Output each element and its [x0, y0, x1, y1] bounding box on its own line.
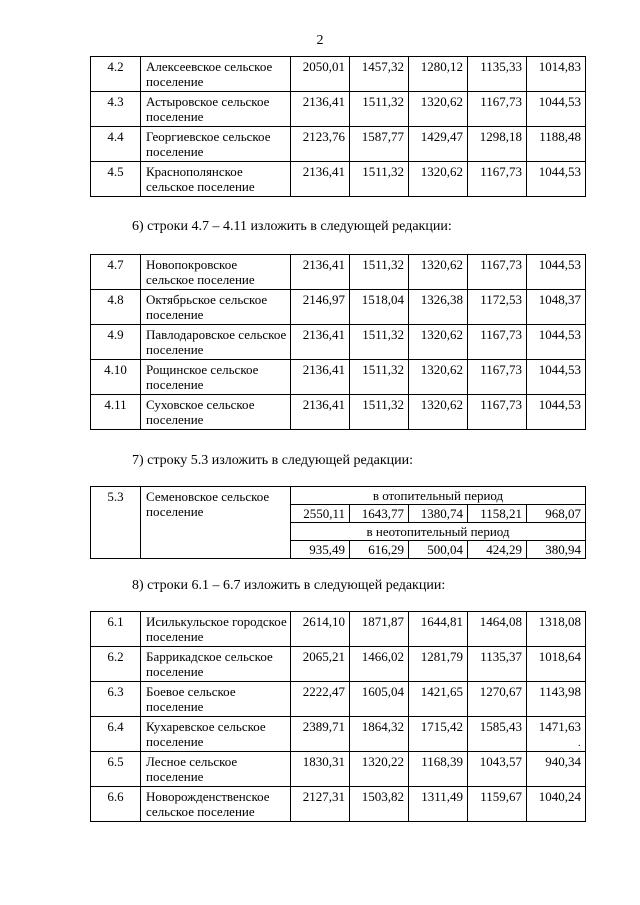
- table-row: 935,49 616,29 500,04 424,29 380,94: [91, 541, 586, 559]
- table-rows-4-2-to-4-5: [90, 56, 586, 197]
- heating-period-header: в отопительный период: [291, 487, 586, 505]
- page-number: 2: [316, 33, 324, 48]
- table-rows-4-7-to-4-11: [90, 254, 586, 430]
- table-rows-6-1-to-6-7: [90, 611, 586, 822]
- margin-mark: .: [578, 738, 581, 749]
- table-row: 6.4 Кухаревское сельское поселение 2389,71 1864,32 1715,42 1585,43 1471,63: [91, 717, 586, 752]
- table-row: 6.3 Боевое сельское поселение 2222,47 1605,04 1421,65 1270,67 1143,98: [91, 682, 586, 717]
- table-row: 6.6 Новорожденственское сельское поселение 2127,31 1503,82 1311,49 1159,67 1040,24: [91, 787, 586, 822]
- table-row: 4.11 Суховское сельское поселение 2136,41 1511,32 1320,62 1167,73 1044,53: [91, 395, 586, 430]
- table-row: 4.4 Георгиевское сельское поселение 2123,76 1587,77 1429,47 1298,18 1188,48: [91, 127, 586, 162]
- instruction-6: 6) строки 4.7 – 4.11 изложить в следующей редакции:: [132, 219, 452, 234]
- table-row: 2550,11 1643,77 1380,74 1158,21 968,07: [91, 505, 586, 523]
- table-row: 4.2 Алексеевское сельское поселение 2050,01 1457,32 1280,12 1135,33 1014,83: [91, 57, 586, 92]
- instruction-8: 8) строки 6.1 – 6.7 изложить в следующей редакции:: [132, 578, 446, 593]
- table-row: 4.9 Павлодаровское сельское поселение 2136,41 1511,32 1320,62 1167,73 1044,53: [91, 325, 586, 360]
- table-row-5-3: [90, 486, 586, 559]
- instruction-7: 7) строку 5.3 изложить в следующей редакции:: [132, 453, 414, 468]
- table-row: 6.5 Лесное сельское поселение 1830,31 1320,22 1168,39 1043,57 940,34: [91, 752, 586, 787]
- table-row: 4.3 Астыровское сельское поселение 2136,41 1511,32 1320,62 1167,73 1044,53: [91, 92, 586, 127]
- table-row: 4.7 Новопокровское сельское поселение 2136,41 1511,32 1320,62 1167,73 1044,53: [91, 255, 586, 290]
- table-row: 4.8 Октябрьское сельское поселение 2146,97 1518,04 1326,38 1172,53 1048,37: [91, 290, 586, 325]
- table-row: 4.10 Рощинское сельское поселение 2136,41 1511,32 1320,62 1167,73 1044,53: [91, 360, 586, 395]
- table-row: 6.1 Исилькульское городское поселение 2614,10 1871,87 1644,81 1464,08 1318,08: [91, 612, 586, 647]
- non-heating-period-header: в неотопительный период: [291, 523, 586, 541]
- table-row: 4.5 Краснополянское сельское поселение 2136,41 1511,32 1320,62 1167,73 1044,53: [91, 162, 586, 197]
- table-row: 5.3 Семеновское сельское поселение в отопительный период: [91, 487, 586, 505]
- table-row: 6.2 Баррикадское сельское поселение 2065,21 1466,02 1281,79 1135,37 1018,64: [91, 647, 586, 682]
